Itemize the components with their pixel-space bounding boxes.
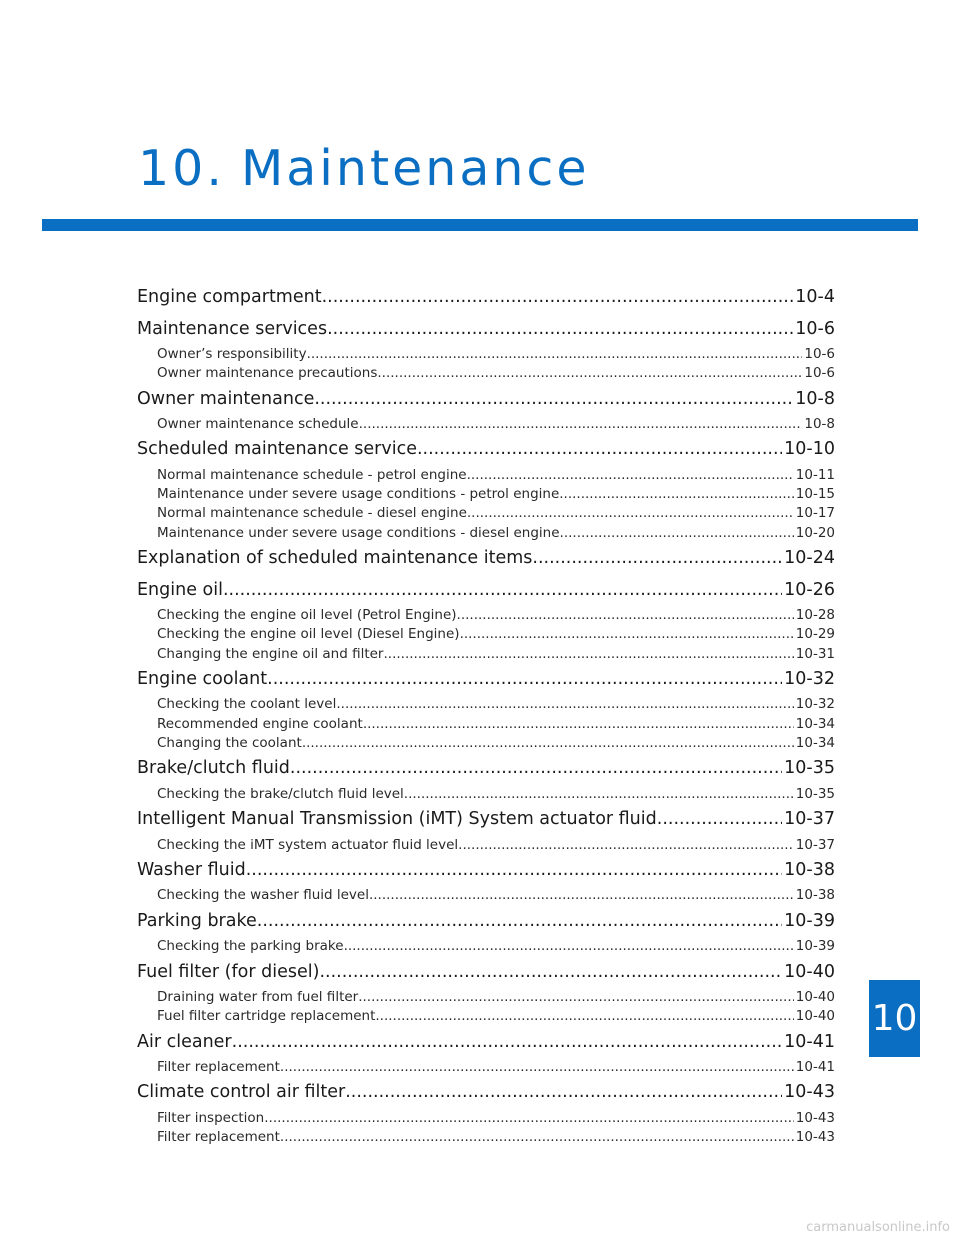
toc-entry-title: Washer fluid	[137, 859, 246, 880]
leader-dots	[280, 1128, 794, 1147]
toc-subentry[interactable]	[137, 785, 835, 804]
toc-subentry-title: Checking the coolant level	[157, 696, 337, 713]
toc-subentry[interactable]	[137, 364, 835, 383]
toc-entry[interactable]	[137, 1027, 835, 1059]
chapter-name: Maintenance	[240, 140, 590, 197]
toc-subentry-title: Checking the parking brake	[157, 938, 344, 955]
chapter-tab[interactable]	[869, 980, 920, 1057]
toc-subentry-page: 10-43	[795, 1129, 835, 1146]
toc-subentry-title: Normal maintenance schedule - petrol engine	[157, 466, 467, 483]
toc-subentry[interactable]	[137, 988, 835, 1007]
leader-dots	[344, 937, 794, 956]
toc-entry[interactable]	[137, 282, 835, 314]
toc-entry[interactable]	[137, 855, 835, 887]
leader-dots	[267, 664, 782, 696]
toc-subentry-title: Checking the engine oil level (Diesel Engine)	[157, 626, 460, 643]
toc-subentry-title: Checking the iMT system actuator fluid level	[157, 836, 459, 853]
toc-subentry-page: 10-20	[795, 524, 835, 541]
leader-dots	[223, 575, 782, 607]
toc-subentry[interactable]	[137, 695, 835, 714]
toc-subentry-title: Filter replacement	[157, 1059, 280, 1076]
toc-entry-page: 10-24	[784, 548, 835, 569]
toc-entry-page: 10-32	[784, 668, 835, 689]
toc-subentry[interactable]	[137, 1109, 835, 1128]
toc-subentry[interactable]	[137, 1128, 835, 1147]
toc-entry-page: 10-38	[784, 859, 835, 880]
toc-entry-title: Owner maintenance	[137, 388, 315, 409]
header-rule	[42, 219, 918, 231]
toc-subentry-page: 10-43	[795, 1109, 835, 1126]
toc-subentry[interactable]	[137, 485, 835, 504]
toc-subentry[interactable]	[137, 715, 835, 734]
toc-entry-page: 10-10	[784, 439, 835, 460]
toc-subentry-title: Draining water from fuel filter	[157, 989, 359, 1006]
leader-dots	[280, 1058, 794, 1077]
toc-subentry-page: 10-31	[795, 645, 835, 662]
toc-subentry-page: 10-15	[795, 486, 835, 503]
toc-subentry-title: Maintenance under severe usage conditions - diesel engine	[157, 524, 560, 541]
toc-subentry-title: Checking the washer fluid level	[157, 887, 369, 904]
toc-subentry-page: 10-40	[795, 989, 835, 1006]
toc-subentry[interactable]	[137, 937, 835, 956]
toc-entry-title: Maintenance services	[137, 318, 328, 339]
leader-dots	[532, 543, 782, 575]
toc-entry[interactable]	[137, 434, 835, 466]
toc-entry-page: 10-35	[784, 758, 835, 779]
toc-entry-page: 10-26	[784, 579, 835, 600]
leader-dots	[417, 434, 782, 466]
toc-subentry-title: Checking the engine oil level (Petrol Engine)	[157, 607, 457, 624]
toc-subentry[interactable]	[137, 345, 835, 364]
toc-subentry-page: 10-37	[795, 836, 835, 853]
toc-entry-page: 10-37	[784, 809, 835, 830]
toc-entry[interactable]	[137, 753, 835, 785]
toc-subentry-page: 10-32	[795, 696, 835, 713]
toc-entry[interactable]	[137, 664, 835, 696]
leader-dots	[460, 625, 794, 644]
toc-subentry[interactable]	[137, 504, 835, 523]
toc-entry-page: 10-8	[795, 388, 835, 409]
chapter-title	[138, 140, 590, 197]
leader-dots	[457, 606, 794, 625]
chapter-number: 10.	[138, 140, 225, 197]
toc-entry[interactable]	[137, 314, 835, 346]
toc-entry-page: 10-43	[784, 1082, 835, 1103]
toc-entry-title: Climate control air filter	[137, 1082, 346, 1103]
toc-subentry-page: 10-6	[804, 346, 835, 362]
toc-subentry-page: 10-41	[795, 1059, 835, 1076]
leader-dots	[246, 855, 782, 887]
toc-subentry-title: Maintenance under severe usage conditions - petrol engine	[157, 486, 560, 503]
toc-subentry-title: Filter replacement	[157, 1129, 280, 1146]
toc-subentry-page: 10-39	[795, 938, 835, 955]
toc-entry-title: Fuel filter (for diesel)	[137, 961, 320, 982]
toc-subentry[interactable]	[137, 645, 835, 664]
table-of-contents	[137, 282, 835, 1148]
toc-entry-title: Engine coolant	[137, 668, 268, 689]
leader-dots	[327, 314, 793, 346]
toc-entry[interactable]	[137, 906, 835, 938]
toc-subentry-title: Checking the brake/clutch fluid level	[157, 785, 404, 802]
leader-dots	[377, 364, 802, 383]
toc-entry-title: Air cleaner	[137, 1031, 232, 1052]
toc-subentry[interactable]	[137, 886, 835, 905]
leader-dots	[404, 785, 794, 804]
toc-subentry-title: Owner’s responsibility	[157, 346, 307, 362]
toc-entry[interactable]	[137, 384, 835, 416]
toc-subentry[interactable]	[137, 1007, 835, 1026]
leader-dots	[559, 485, 794, 504]
toc-entry-title: Engine compartment	[137, 287, 322, 307]
toc-subentry-page: 10-35	[795, 785, 835, 802]
leader-dots	[336, 695, 793, 714]
leader-dots	[345, 1077, 782, 1109]
leader-dots	[232, 1027, 783, 1059]
leader-dots	[657, 804, 782, 836]
leader-dots	[322, 282, 794, 314]
toc-subentry-page: 10-28	[795, 607, 835, 624]
toc-entry-title: Parking brake	[137, 910, 257, 931]
toc-subentry-page: 10-8	[804, 416, 835, 433]
toc-subentry-page: 10-17	[795, 505, 835, 522]
toc-entry-page: 10-39	[784, 910, 835, 931]
watermark: carmanualsonline.info	[806, 1220, 950, 1235]
toc-entry-title: Brake/clutch fluid	[137, 758, 290, 779]
leader-dots	[458, 836, 794, 855]
toc-entry-page: 10-41	[784, 1031, 835, 1052]
leader-dots	[290, 753, 782, 785]
toc-entry-page: 10-4	[795, 287, 835, 307]
toc-subentry[interactable]	[137, 625, 835, 644]
toc-entry[interactable]	[137, 575, 835, 607]
leader-dots	[363, 715, 794, 734]
toc-subentry[interactable]	[137, 415, 835, 434]
leader-dots	[369, 886, 794, 905]
toc-subentry-title: Owner maintenance precautions	[157, 365, 378, 382]
toc-subentry[interactable]	[137, 734, 835, 753]
leader-dots	[319, 957, 782, 989]
leader-dots	[257, 906, 782, 938]
toc-subentry-page: 10-38	[795, 887, 835, 904]
toc-entry[interactable]	[137, 543, 835, 575]
toc-subentry-title: Filter inspection	[157, 1109, 265, 1126]
toc-subentry-page: 10-34	[795, 715, 835, 732]
toc-subentry-page: 10-29	[795, 626, 835, 643]
toc-entry[interactable]	[137, 804, 835, 836]
toc-entry-title: Explanation of scheduled maintenance items	[137, 548, 533, 569]
leader-dots	[467, 504, 794, 523]
toc-entry-title: Scheduled maintenance service	[137, 439, 417, 460]
toc-subentry-title: Changing the engine oil and filter	[157, 645, 384, 662]
leader-dots	[375, 1007, 793, 1026]
toc-subentry[interactable]	[137, 466, 835, 485]
toc-subentry[interactable]	[137, 836, 835, 855]
toc-subentry-page: 10-40	[795, 1008, 835, 1025]
leader-dots	[302, 734, 794, 753]
toc-entry-title: Engine oil	[137, 579, 223, 600]
toc-entry[interactable]	[137, 1077, 835, 1109]
toc-subentry-page: 10-34	[795, 735, 835, 752]
toc-subentry[interactable]	[137, 524, 835, 543]
toc-entry-page: 10-6	[795, 318, 835, 339]
toc-entry-title: Intelligent Manual Transmission (iMT) System actuator fluid	[137, 809, 657, 830]
leader-dots	[264, 1109, 794, 1128]
leader-dots	[383, 645, 793, 664]
toc-subentry-title: Recommended engine coolant	[157, 715, 363, 732]
leader-dots	[359, 415, 803, 434]
toc-subentry-title: Owner maintenance schedule	[157, 416, 359, 433]
leader-dots	[314, 384, 793, 416]
toc-subentry-title: Normal maintenance schedule - diesel engine	[157, 505, 467, 522]
toc-subentry-page: 10-11	[795, 466, 835, 483]
chapter-tab-label: 10	[871, 998, 918, 1039]
toc-subentry-title: Fuel filter cartridge replacement	[157, 1008, 376, 1025]
leader-dots	[358, 988, 794, 1007]
leader-dots	[560, 524, 794, 543]
toc-subentry-page: 10-6	[804, 365, 835, 382]
toc-entry[interactable]	[137, 957, 835, 989]
toc-entry-page: 10-40	[784, 961, 835, 982]
toc-subentry-title: Changing the coolant	[157, 735, 302, 752]
toc-subentry[interactable]	[137, 1058, 835, 1077]
toc-subentry[interactable]	[137, 606, 835, 625]
leader-dots	[307, 345, 803, 364]
leader-dots	[467, 466, 794, 485]
